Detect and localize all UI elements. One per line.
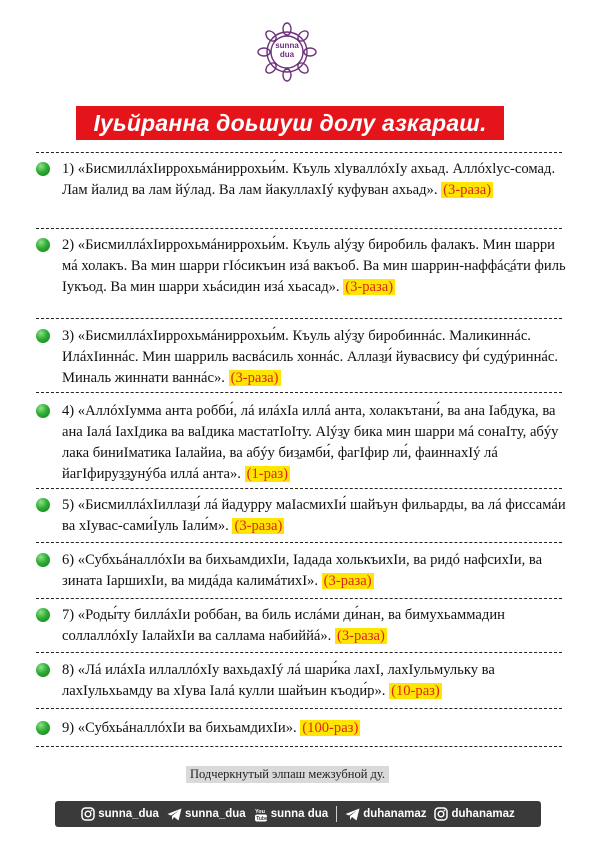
- footnote: Подчеркнутый элпаш межзубной ду.: [186, 766, 389, 783]
- logo-line-2: dua: [279, 50, 295, 59]
- svg-text:Tube: Tube: [255, 815, 268, 822]
- social-label: sunna dua: [270, 808, 329, 820]
- divider: [36, 488, 562, 489]
- social-label: sunna_dua: [184, 808, 246, 820]
- repetition-count: (3-раза): [345, 279, 394, 295]
- divider: [36, 652, 562, 653]
- divider: [36, 228, 562, 229]
- repetition-count: (1-раз): [246, 466, 289, 482]
- repetition-count: (3-раза): [443, 182, 492, 198]
- social-bar: [55, 801, 541, 827]
- green-dot-icon: [36, 721, 50, 735]
- divider: [36, 708, 562, 709]
- social-link[interactable]: [254, 807, 329, 822]
- dua-body: 1) «БисмиллáхІиррохьмáниррохьи́м. Къуль хlуваллóхІу ахьад. Аллóхlус-сомад. Лам йалид ва лам йýлад. Ва лам йакуллахІý куфуван ахьад».: [62, 161, 556, 198]
- repetition-count: (3-раза): [323, 573, 372, 589]
- green-dot-icon: [36, 608, 50, 622]
- green-dot-icon: [36, 498, 50, 512]
- divider: [36, 392, 562, 393]
- divider: [36, 746, 562, 747]
- dua-body: 8) «Лá илáхІа иллаллóхІу вахьдахІý лá шари́ка лахІ, лахІульмульку ва лахІульхьамду ва хІува Іалá кулли шайъин къоди́р».: [62, 662, 495, 699]
- divider: [36, 318, 562, 319]
- dua-body: 5) «БисмиллáхІиллаз̱и́ лá йадурру маІасмихІи́ шайъун фильарды, ва лá фиссамáи ва хІувас-сами́Іуль Іали́м».: [62, 497, 566, 534]
- dua-body: 9) «СубхьáналлóхІи ва бихьамдихІи».: [62, 720, 297, 736]
- separator: [336, 806, 337, 822]
- dua-text: [62, 159, 572, 201]
- social-link[interactable]: [167, 808, 246, 821]
- telegram-icon: [345, 808, 360, 821]
- divider: [36, 152, 562, 153]
- green-dot-icon: [36, 663, 50, 677]
- repetition-count: (3-раза): [336, 628, 385, 644]
- repetition-count: (3-раза): [230, 370, 279, 386]
- sunna-dua-logo: [257, 22, 317, 82]
- divider: [36, 598, 562, 599]
- svg-text:You: You: [254, 808, 265, 815]
- instagram-icon: [434, 807, 448, 821]
- dua-text: [62, 495, 572, 537]
- dua-text: [62, 235, 572, 298]
- dua-text: [62, 326, 572, 389]
- dua-body: 3) «БисмиллáхІиррохьмáниррохьи́м. Къуль аlýз̱у биробиннáс. Маликиннáс. ИлáхІиннáс. Мин шарриль васвáсиль хоннáс. Аллаз̱и́ йувасвису фи́ судýриннáс. Миналь жиннати ваннáс».: [62, 328, 559, 386]
- social-link[interactable]: [434, 807, 514, 821]
- repetition-count: (10-раз): [391, 683, 440, 699]
- dua-text: [62, 660, 572, 702]
- instagram-icon: [81, 807, 95, 821]
- repetition-count: (3-раза): [234, 518, 283, 534]
- divider: [36, 542, 562, 543]
- social-link[interactable]: [345, 808, 426, 821]
- social-label: sunna_dua: [98, 808, 159, 820]
- social-link[interactable]: [81, 807, 159, 821]
- green-dot-icon: [36, 329, 50, 343]
- green-dot-icon: [36, 553, 50, 567]
- dua-text: [62, 718, 572, 739]
- logo-text: [257, 41, 317, 59]
- youtube-icon: [254, 807, 268, 822]
- green-dot-icon: [36, 404, 50, 418]
- dua-text: [62, 550, 572, 592]
- dua-body: 2) «БисмиллáхІиррохьмáниррохьи́м. Къуль аlýз̱у биробиль фалакъ. Мин шарри мá холакъ. Ва мин шарри гІóсикъин изá вакъоб. Ва мин шаррин-наффáс̱áти филь Іукъод. Ва мин шарри хьáсидин изá хьасад».: [62, 237, 566, 295]
- green-dot-icon: [36, 238, 50, 252]
- green-dot-icon: [36, 162, 50, 176]
- repetition-count: (100-раз): [302, 720, 359, 736]
- dua-body: 7) «Роды́ту биллáхІи роббан, ва биль ислáми ди́нан, ва бимухьаммадин соллаллóхІу ІалайхІи ва саллама набиййá».: [62, 607, 505, 644]
- social-label: duhanamaz: [451, 808, 515, 820]
- dua-text: [62, 605, 572, 647]
- dua-text: [62, 401, 572, 485]
- social-label: duhanamaz: [363, 808, 427, 820]
- page-title: Іуьйранна доьшуш долу азкараш.: [76, 106, 504, 140]
- dua-body: 4) «АллóхІумма анта робби́, лá илáхІа иллá анта, холакътани́, ва ана Іабдука, ва ана Іалá ІахІдика ва ваІдика мастатІоІту. Аlýз̱у бика мин шарри мá сонаІту, абýу лака биниІматика Іалайиа, ва абýу биз̱амби́, фагІфир ли́, фаиннахІý лá йагІфируз̱з̱унýба иллá анта».: [62, 403, 559, 482]
- dua-body: 6) «СубхьáналлóхІи ва бихьамдихІи, Іадада холькъихІи, ва ридó нафсихІи, ва зината ІаршихІи, ва мидáда калимáтихІ».: [62, 552, 543, 589]
- telegram-icon: [167, 808, 182, 821]
- logo-line-1: sunna: [275, 41, 299, 50]
